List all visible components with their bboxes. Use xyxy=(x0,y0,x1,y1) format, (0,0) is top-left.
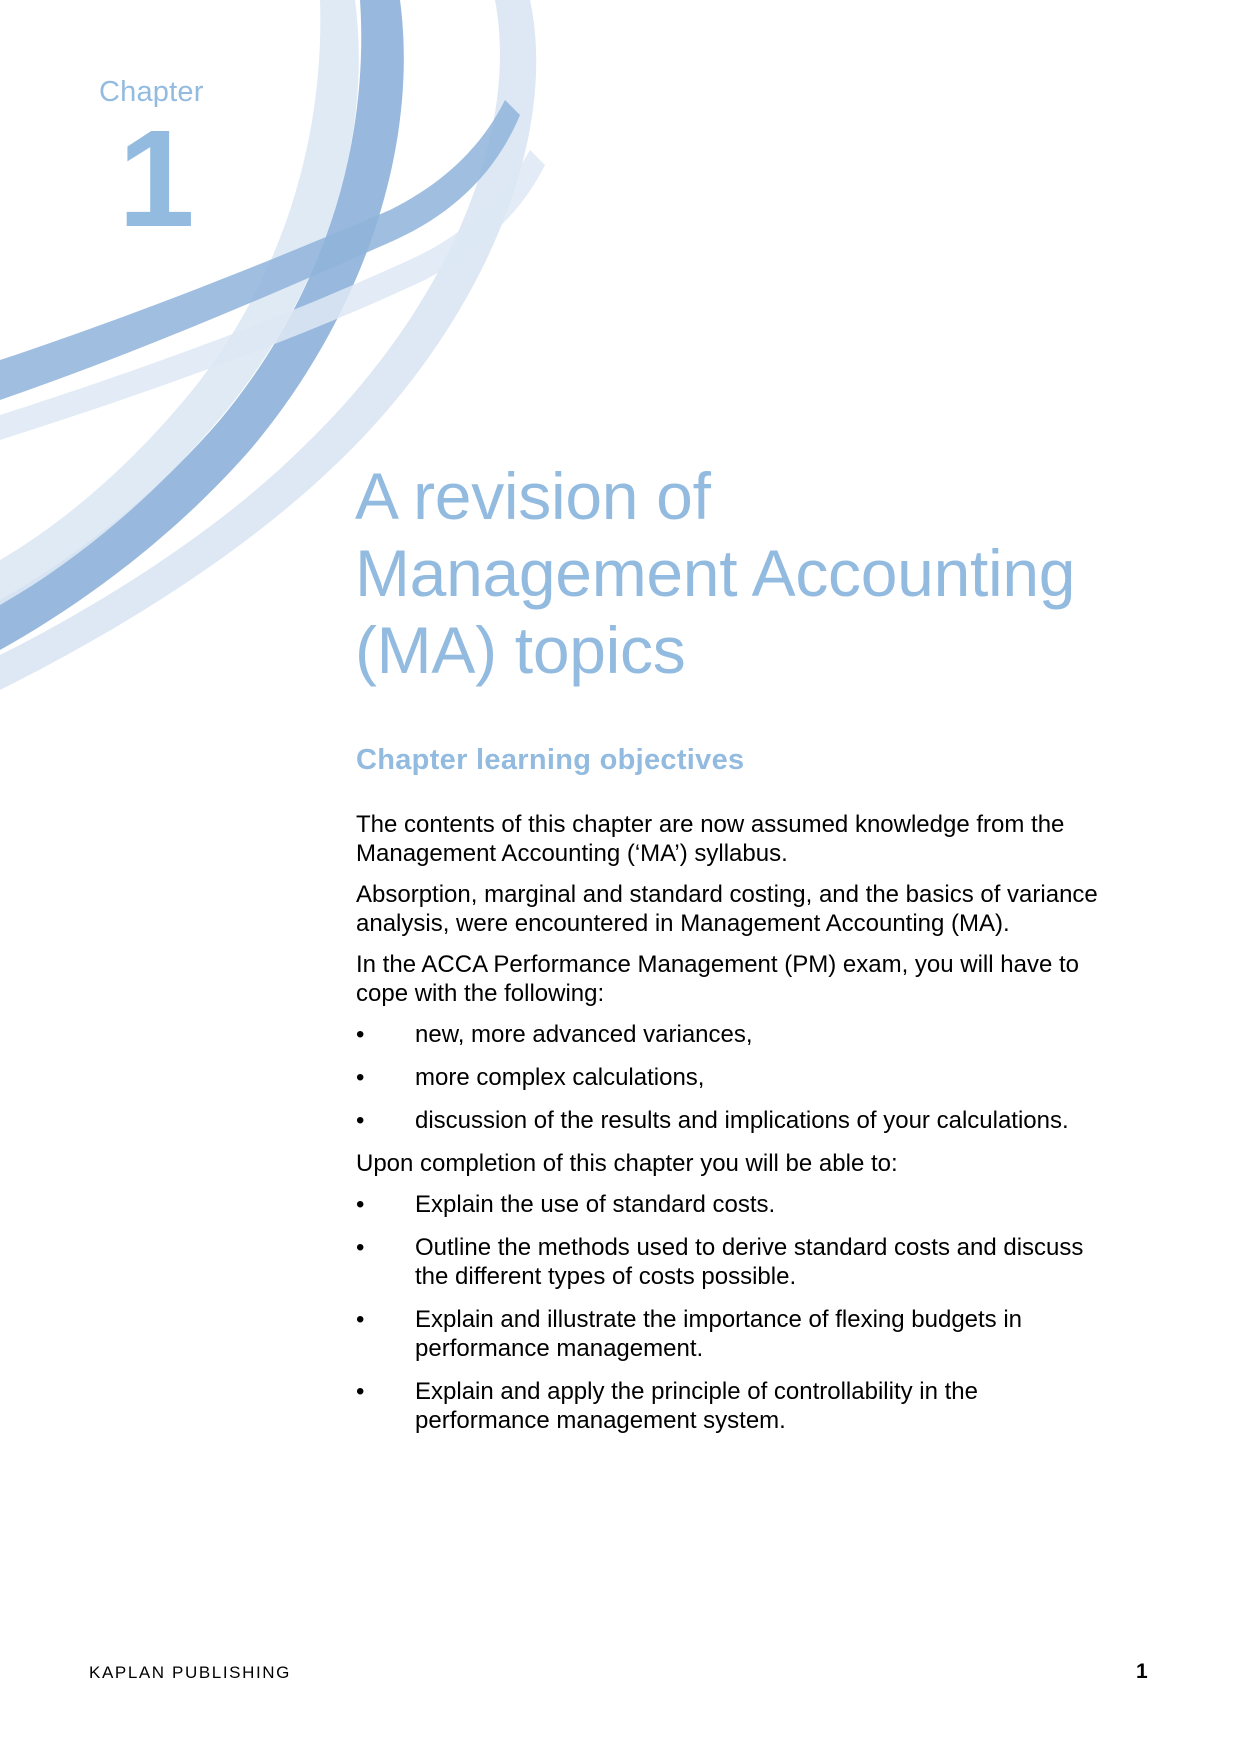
bullet-glyph: • xyxy=(356,1234,365,1261)
list-item-text: Explain and illustrate the importance of flexing budgets in performance management. xyxy=(415,1306,1023,1362)
chapter-title xyxy=(355,458,1175,689)
exam-requirements-list xyxy=(356,1020,1116,1135)
completion-intro: Upon completion of this chapter you will be able to: xyxy=(356,1150,898,1177)
bullet-glyph: • xyxy=(356,1191,365,1218)
chapter-number: 1 xyxy=(118,102,195,256)
bullet-glyph: • xyxy=(356,1306,365,1333)
list-item xyxy=(356,1190,1116,1219)
chapter-title-line: Management Accounting xyxy=(355,536,1076,610)
list-item-text: Outline the methods used to derive standard costs and discuss the different types of costs possible. xyxy=(415,1234,1084,1290)
list-item-text: more complex calculations, xyxy=(415,1064,705,1091)
list-item xyxy=(356,1377,1116,1435)
intro-paragraph: In the ACCA Performance Management (PM) exam, you will have to cope with the following: xyxy=(356,951,1079,1007)
bullet-glyph: • xyxy=(356,1064,365,1091)
list-item xyxy=(356,1020,1116,1049)
list-item xyxy=(356,1233,1116,1291)
learning-outcomes-list xyxy=(356,1190,1116,1435)
list-item-text: discussion of the results and implications of your calculations. xyxy=(415,1107,1069,1134)
list-item xyxy=(356,1063,1116,1092)
footer-publisher: KAPLAN PUBLISHING xyxy=(89,1663,291,1682)
learning-objectives-body xyxy=(356,810,1116,1449)
chapter-title-line: A revision of xyxy=(355,459,711,533)
page-number: 1 xyxy=(1136,1660,1148,1683)
list-item-text: new, more advanced variances, xyxy=(415,1021,753,1048)
bullet-glyph: • xyxy=(356,1378,365,1405)
bullet-glyph: • xyxy=(356,1021,365,1048)
list-item-text: Explain and apply the principle of controllability in the performance management system. xyxy=(415,1378,979,1434)
list-item-text: Explain the use of standard costs. xyxy=(415,1191,776,1218)
intro-paragraph: Absorption, marginal and standard costing, and the basics of variance analysis, were encountered in Management Accounting (MA). xyxy=(356,881,1098,937)
chapter-title-line: (MA) topics xyxy=(355,613,686,687)
chapter-label: Chapter xyxy=(99,76,204,108)
list-item xyxy=(356,1106,1116,1135)
intro-paragraph: The contents of this chapter are now assumed knowledge from the Management Accounting (‘MA’) syllabus. xyxy=(356,811,1065,867)
list-item xyxy=(356,1305,1116,1363)
learning-objectives-heading: Chapter learning objectives xyxy=(356,744,745,776)
bullet-glyph: • xyxy=(356,1107,365,1134)
